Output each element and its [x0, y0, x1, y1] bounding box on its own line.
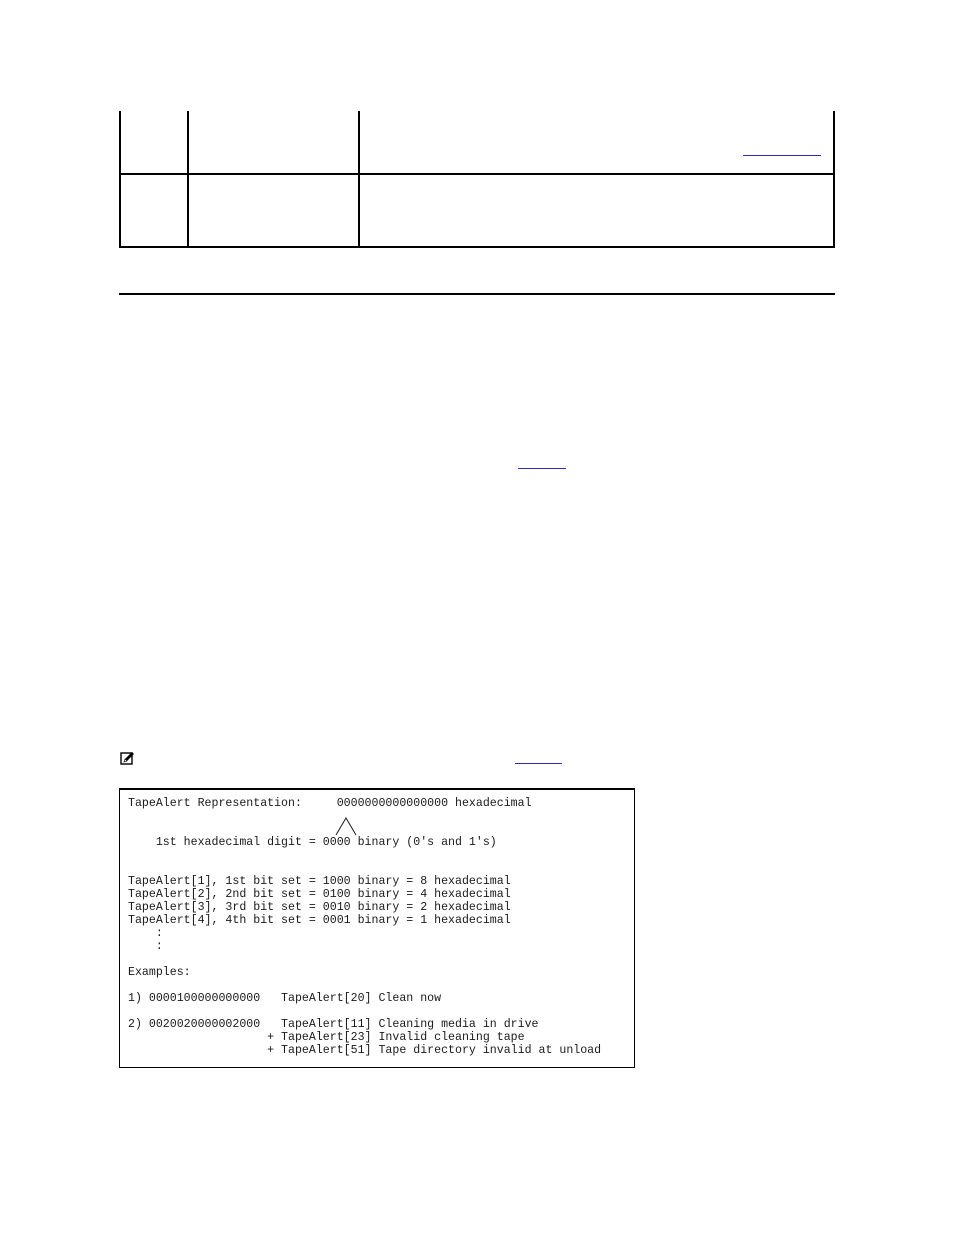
code-line: + TapeAlert[23] Invalid cleaning tape — [128, 1031, 525, 1044]
code-line: TapeAlert[2], 2nd bit set = 0100 binary = 4 hexadecimal — [128, 888, 511, 901]
code-line — [128, 953, 601, 966]
note-link[interactable] — [515, 763, 562, 764]
code-line: : — [128, 940, 163, 953]
code-line: : — [128, 927, 163, 940]
code-line — [128, 823, 601, 836]
code-line — [128, 849, 601, 862]
table-cell-link[interactable] — [743, 155, 821, 156]
code-line: 2) 0020020000002000 TapeAlert[11] Cleaning media in drive — [128, 1018, 539, 1031]
caret-pointer-icon — [334, 816, 358, 836]
table-column-divider-2 — [358, 111, 360, 246]
continued-table — [119, 111, 835, 248]
code-line: TapeAlert[4], 4th bit set = 0001 binary = 1 hexadecimal — [128, 914, 511, 927]
code-line: + TapeAlert[51] Tape directory invalid at unload — [128, 1044, 602, 1057]
code-line: 1st hexadecimal digit = 0000 binary (0's and 1's) — [128, 836, 497, 849]
note-pencil-icon — [120, 751, 135, 766]
code-line: TapeAlert Representation: 0000000000000000 hexadecimal — [128, 797, 532, 810]
code-line: TapeAlert[1], 1st bit set = 1000 binary = 8 hexadecimal — [128, 875, 511, 888]
body-link[interactable] — [518, 468, 566, 469]
table-row-divider — [121, 173, 833, 175]
code-line: 1) 0000100000000000 TapeAlert[20] Clean now — [128, 992, 442, 1005]
code-line: TapeAlert[3], 3rd bit set = 0010 binary = 2 hexadecimal — [128, 901, 511, 914]
section-divider — [119, 293, 835, 295]
code-line — [128, 862, 601, 875]
code-line — [128, 979, 601, 992]
table-column-divider-1 — [187, 111, 189, 246]
tapealert-code-figure — [119, 788, 635, 1068]
code-line — [128, 810, 601, 823]
code-line — [128, 1005, 601, 1018]
code-line: Examples: — [128, 966, 191, 979]
code-text — [128, 797, 601, 1057]
